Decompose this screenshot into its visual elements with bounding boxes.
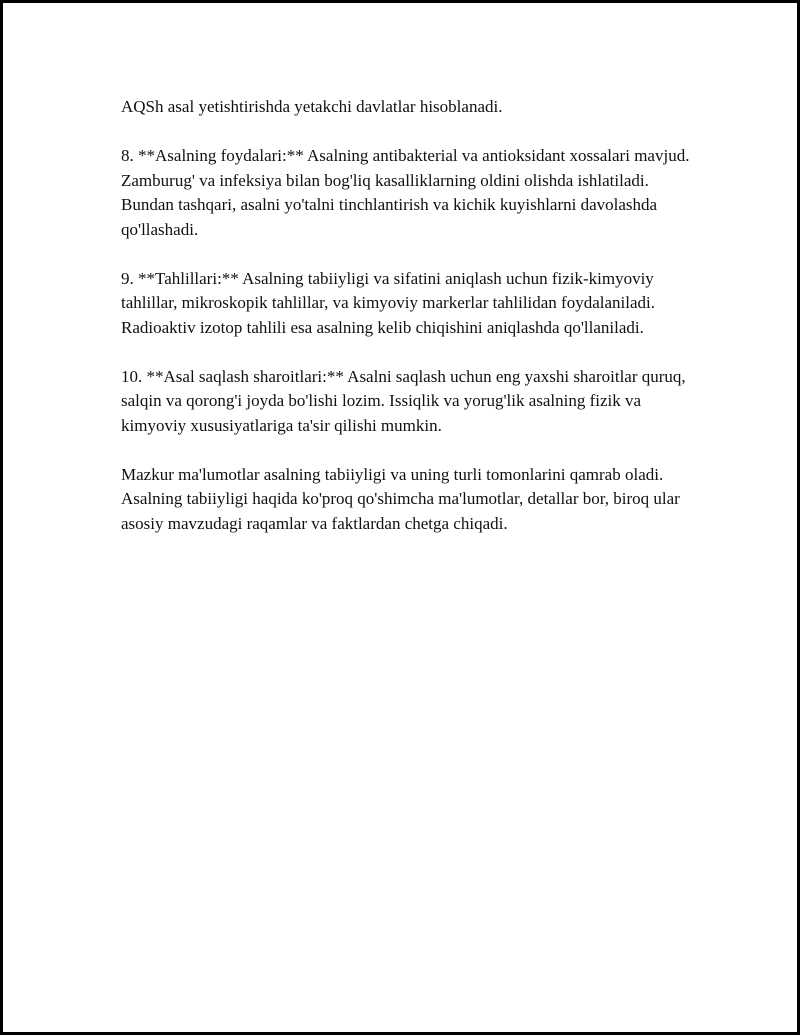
paragraph-storage: 10. **Asal saqlash sharoitlari:** Asalni saqlash uchun eng yaxshi sharoitlar quruq, salqin va qorong'i joyda bo'lishi lozim. Issiqlik va yorug'lik asalning fizik va kimyoviy xususiyatlariga ta'sir qilishi mumkin. bbox=[121, 366, 686, 435]
paragraph-conclusion: Mazkur ma'lumotlar asalning tabiiyligi va uning turli tomonlarini qamrab oladi. Asalning tabiiyligi haqida ko'proq qo'shimcha ma'lumotlar, detallar bor, biroq ular asosiy mavzudagi raqamlar va faktlardan chetga chiqadi. bbox=[121, 464, 680, 533]
paragraph-analyses: 9. **Tahlillari:** Asalning tabiiyligi va sifatini aniqlash uchun fizik-kimyoviy tahlillar, mikroskopik tahlillar, va kimyoviy markerlar tahlilidan foydalaniladi. Radioaktiv izotop tahlili esa asalning kelib chiqishini aniqlashda qo'llaniladi. bbox=[121, 268, 655, 337]
paragraph-intro: AQSh asal yetishtirishda yetakchi davlatlar hisoblanadi. bbox=[121, 97, 503, 116]
paragraph-benefits: 8. **Asalning foydalari:** Asalning antibakterial va antioksidant xossalari mavjud. Zamburug' va infeksiya bilan bog'liq kasalliklarning oldini olishda ishlatiladi. Bundan tashqari, asalni yo'talni tinchlantirish va kichik kuyishlarni davolashda qo'llashadi. bbox=[121, 146, 690, 239]
document-body bbox=[121, 95, 701, 561]
